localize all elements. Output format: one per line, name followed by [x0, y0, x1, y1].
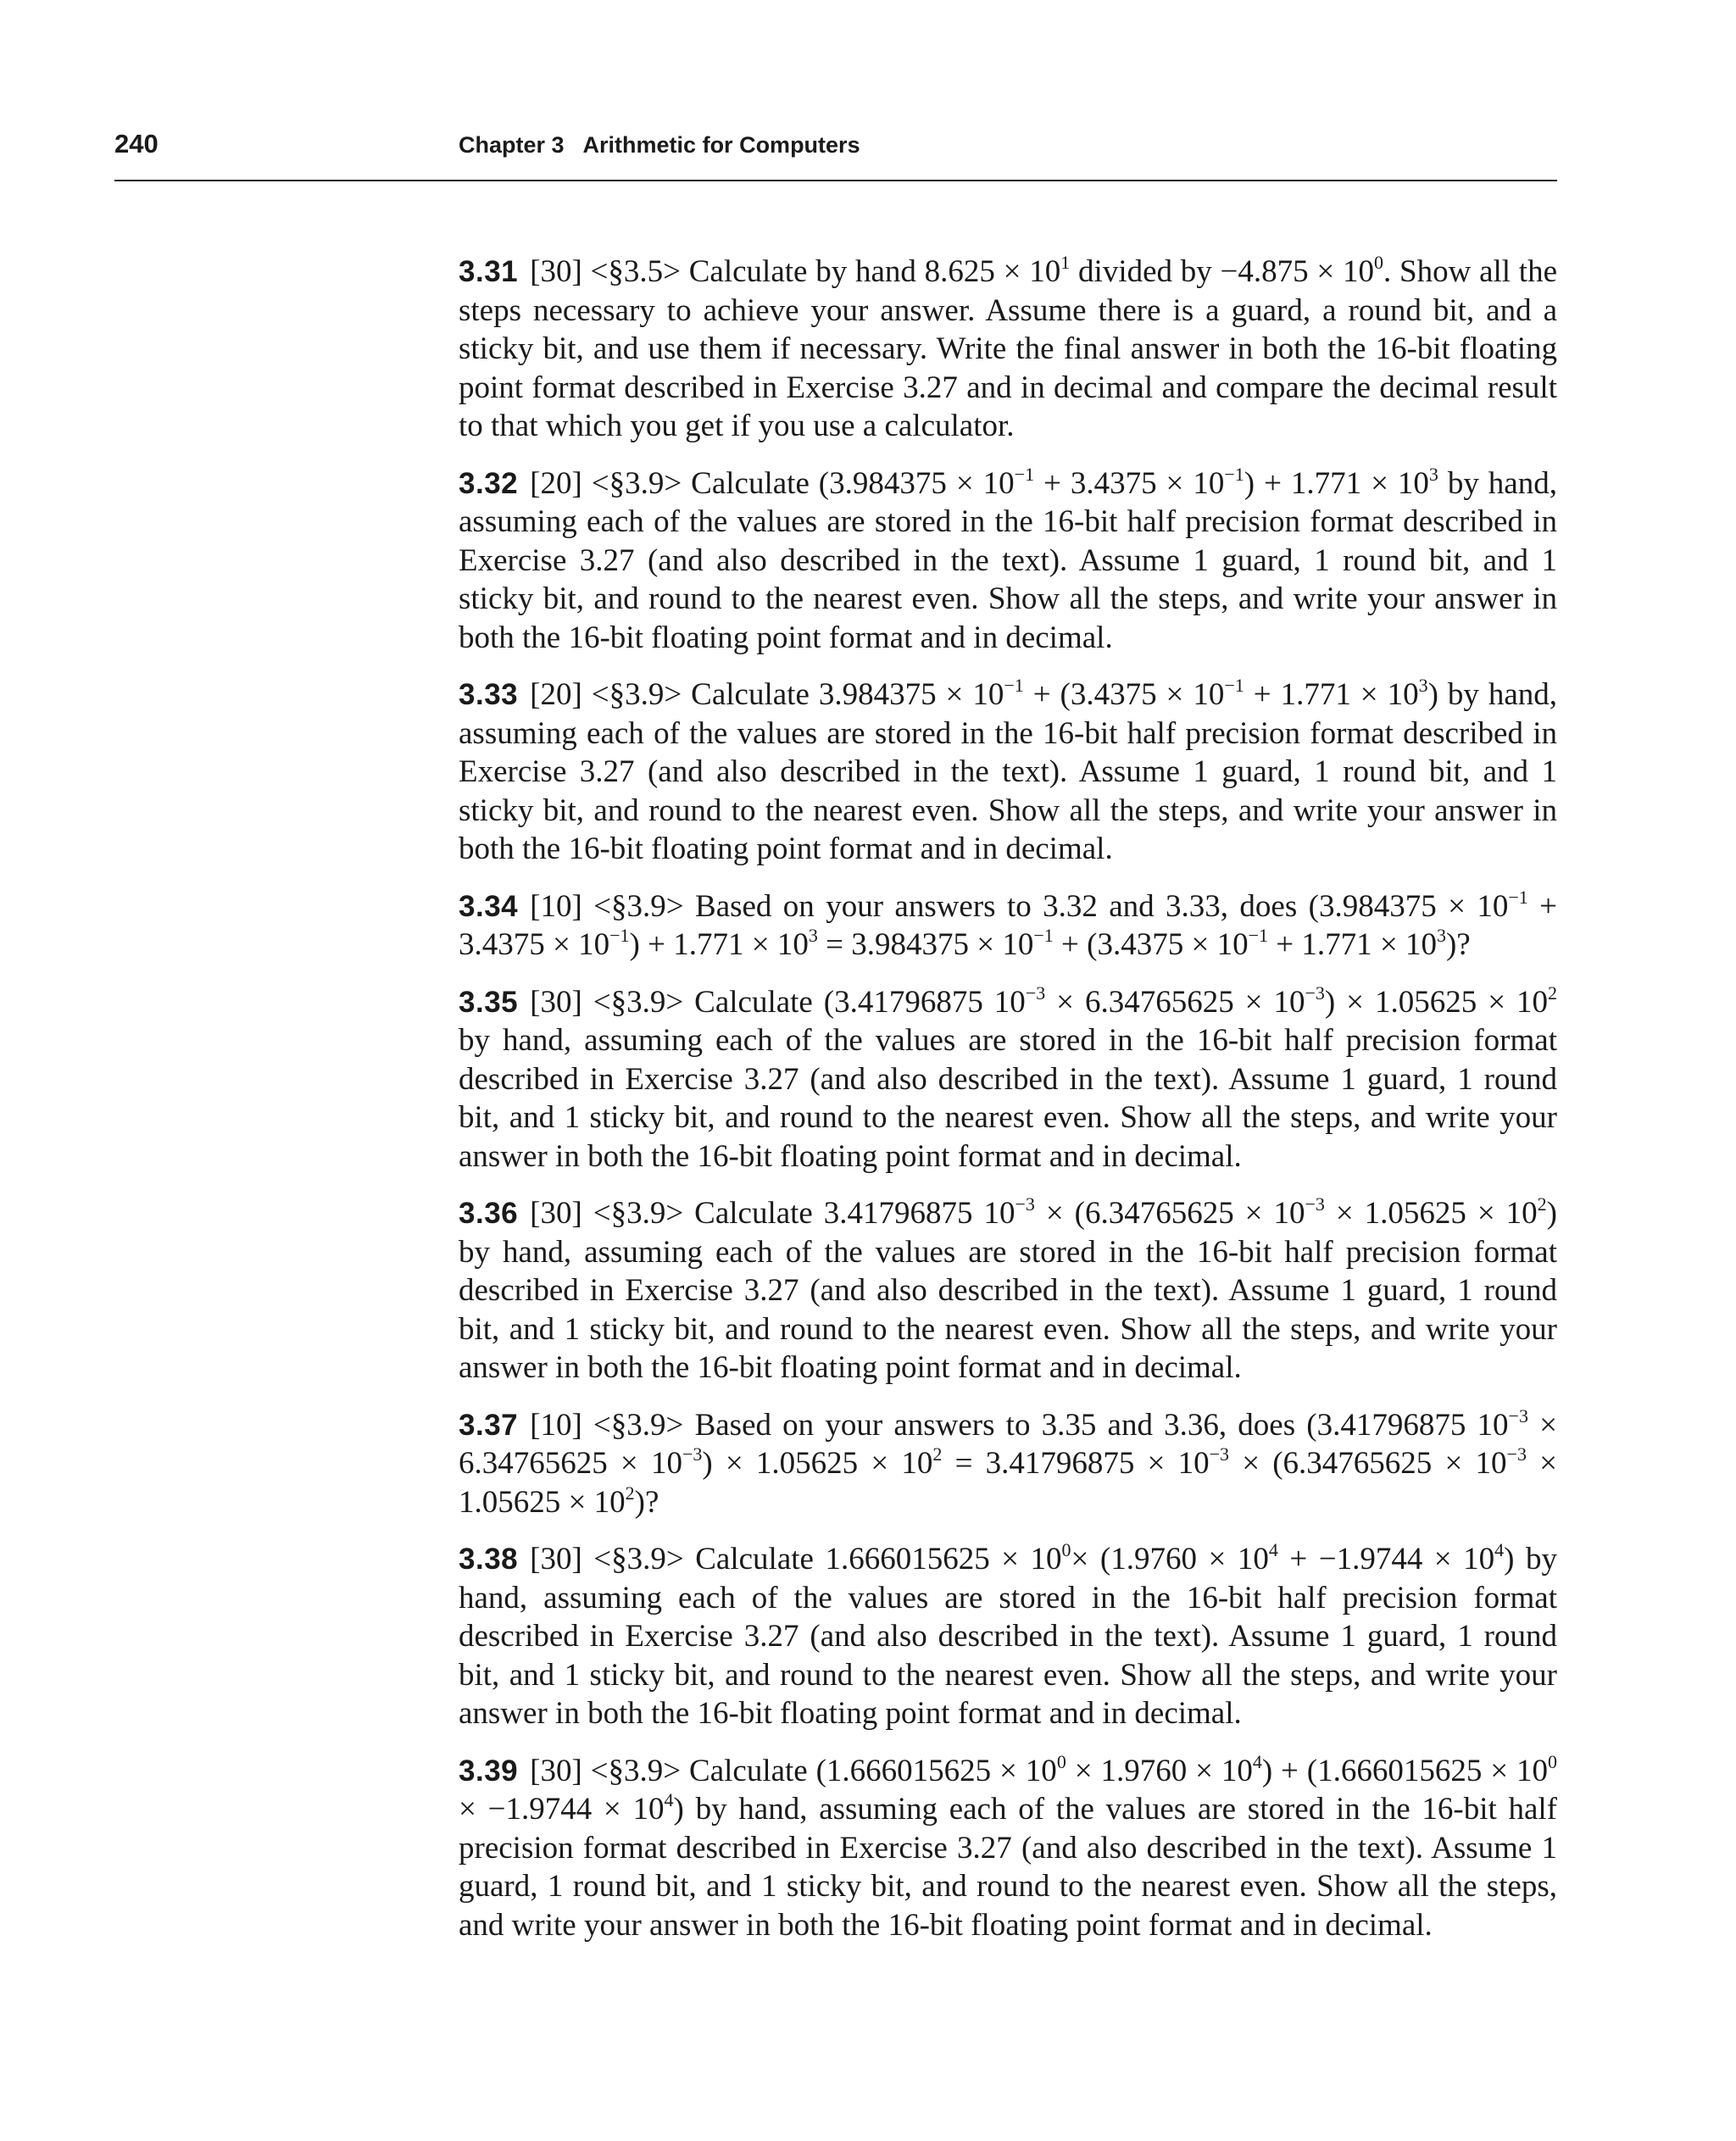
exercise-text: by hand, assuming each of the values are stored in the 16-bit half precision format described in Exercise 3.27 (and also described in the text). Assume 1 guard, 1 round bit, and 1 sticky bit, and round to the nearest even. Show all the steps, and write your answer in both the 16-bit floating point format and in decimal. — [459, 465, 1557, 655]
exercise-text: [30] <§3.5> Calculate by hand 8.625 × 10 — [530, 254, 1061, 289]
exponent: 0 — [1374, 252, 1384, 273]
exercise-text: ) + 1.771 × 10 — [1244, 465, 1429, 501]
exercise-text: [20] <§3.9> Calculate (3.984375 × 10 — [530, 465, 1015, 501]
exercise-3-32 — [459, 464, 1557, 658]
exponent: −3 — [1015, 1193, 1035, 1215]
exercise-text: ) × 1.05625 × 10 — [702, 1446, 933, 1481]
exercise-text: [20] <§3.9> Calculate 3.984375 × 10 — [530, 677, 1004, 712]
exponent: 4 — [1268, 1539, 1278, 1560]
exponent: 0 — [1056, 1750, 1066, 1772]
chapter-title: Arithmetic for Computers — [582, 132, 860, 158]
exercise-number: 3.31 — [459, 255, 519, 288]
exercise-text: + 1.771 × 10 — [1244, 677, 1419, 712]
exercise-text: [10] <§3.9> Based on your answers to 3.32 and 3.33, does (3.984375 × 10 — [530, 888, 1509, 924]
exercise-text: × 6.34765625 × 10 — [1045, 984, 1305, 1020]
exercise-text: + −1.9744 × 10 — [1277, 1542, 1495, 1577]
exercise-text: × 1.9760 × 10 — [1066, 1753, 1253, 1788]
exercise-text: [30] <§3.9> Calculate 3.41796875 10 — [530, 1196, 1015, 1231]
exercise-text: + (3.4375 × 10 — [1023, 677, 1225, 712]
exercise-text: + (3.4375 × 10 — [1053, 927, 1249, 962]
exercise-number: 3.38 — [459, 1543, 519, 1576]
exercise-text: + 3.4375 × 10 — [459, 888, 1557, 962]
exponent: 2 — [932, 1443, 943, 1465]
exercise-number: 3.39 — [459, 1754, 519, 1788]
exponent: −3 — [1025, 982, 1046, 1004]
exponent: −1 — [609, 925, 630, 946]
exponent: 4 — [664, 1789, 674, 1810]
exponent: 2 — [625, 1482, 635, 1504]
exercise-3-31 — [459, 253, 1557, 446]
exponent: −3 — [1305, 982, 1325, 1004]
exponent: 3 — [1428, 463, 1438, 485]
exercise-3-34 — [459, 887, 1557, 965]
page-number: 240 — [114, 129, 159, 158]
running-head — [459, 132, 860, 158]
exponent: −3 — [1209, 1443, 1230, 1465]
exponent: −1 — [1248, 925, 1268, 946]
exponent: 3 — [1436, 925, 1446, 946]
page-header — [114, 127, 1557, 181]
exponent: −3 — [682, 1443, 703, 1465]
exercise-3-37 — [459, 1406, 1557, 1522]
exercise-text: ) by hand, assuming each of the values are stored in the 16-bit half precision format described in Exercise 3.27 (and also described in the text). Assume 1 guard, 1 round bit, and 1 sticky bit, and round to the nearest even. Show all the steps, and write your answer in both the 16-bit floating point format and in decimal. — [459, 1196, 1557, 1385]
exponent: 2 — [1537, 1193, 1547, 1215]
exponent: 0 — [1061, 1539, 1071, 1560]
exercise-number: 3.32 — [459, 466, 519, 500]
exponent: −1 — [1004, 675, 1024, 696]
exponent: −1 — [1508, 886, 1528, 908]
exponent: −1 — [1014, 463, 1035, 485]
exercise-text: ) by hand, assuming each of the values are stored in the 16-bit half precision format described in Exercise 3.27 (and also described in the text). Assume 1 guard, 1 round bit, and 1 sticky bit, and round to the nearest even. Show all the steps, and write your answer in both the 16-bit floating point format and in decimal. — [459, 1542, 1557, 1731]
exercise-text: [10] <§3.9> Based on your answers to 3.35 and 3.36, does (3.41796875 10 — [530, 1407, 1509, 1443]
exercise-text: ) by hand, assuming each of the values are stored in the 16-bit half precision format described in Exercise 3.27 (and also described in the text). Assume 1 guard, 1 round bit, and 1 sticky bit, and round to the nearest even. Show all the steps, and write your answer in both the 16-bit floating point format and in decimal. — [459, 677, 1558, 866]
exercise-text: ) by hand, assuming each of the values are stored in the 16-bit half precision format described in Exercise 3.27 (and also described in the text). Assume 1 guard, 1 round bit, and 1 sticky bit, and round to the nearest even. Show all the steps, and write your answer in both the 16-bit floating point format and in decimal. — [459, 1792, 1558, 1943]
exercise-text: × 1.05625 × 10 — [1324, 1196, 1538, 1231]
exercise-number: 3.36 — [459, 1197, 519, 1230]
exponent: −1 — [1033, 925, 1054, 946]
exercise-text: )? — [634, 1484, 659, 1520]
exponent: 3 — [1418, 675, 1428, 696]
exponent: 0 — [1547, 1750, 1557, 1772]
exercise-text: ) + (1.666015625 × 10 — [1261, 1753, 1548, 1788]
exponent: 2 — [1548, 982, 1558, 1004]
chapter-label: Chapter 3 — [459, 132, 565, 158]
exercise-text: × −1.9744 × 10 — [459, 1792, 665, 1827]
exercise-text: = 3.984375 × 10 — [817, 927, 1034, 962]
exercise-text: × (1.9760 × 10 — [1071, 1542, 1269, 1577]
exercise-text: [30] <§3.9> Calculate (1.666015625 × 10 — [530, 1753, 1057, 1788]
exponent: −3 — [1506, 1443, 1527, 1465]
exercise-text: = 3.41796875 × 10 — [942, 1446, 1210, 1481]
exercise-number: 3.35 — [459, 985, 519, 1019]
exercise-3-36 — [459, 1194, 1557, 1387]
exercise-3-39 — [459, 1752, 1557, 1945]
exercise-text: . Show all the steps necessary to achieve your answer. Assume there is a guard, a round bit, and a sticky bit, and use them if necessary. Write the final answer in both the 16-bit floating point format described in Exercise 3.27 and in decimal and compare the decimal result to that which you get if you use a calculator. — [459, 254, 1558, 443]
exercise-3-33 — [459, 676, 1557, 869]
exponent: 4 — [1494, 1539, 1505, 1560]
exponent: 4 — [1252, 1750, 1262, 1772]
exponent: −1 — [1224, 675, 1244, 696]
exercise-text: + 1.771 × 10 — [1268, 927, 1437, 962]
exercise-text: + 3.4375 × 10 — [1034, 465, 1225, 501]
exercise-text: ) + 1.771 × 10 — [629, 927, 809, 962]
exponent: −1 — [1224, 463, 1244, 485]
exercise-number: 3.34 — [459, 889, 519, 923]
exercise-text: [30] <§3.9> Calculate 1.666015625 × 10 — [530, 1542, 1062, 1577]
exercise-text: ) × 1.05625 × 10 — [1324, 984, 1549, 1020]
exponent: −3 — [1508, 1404, 1528, 1426]
exponent: −3 — [1305, 1193, 1325, 1215]
exercise-text: × (6.34765625 × 10 — [1034, 1196, 1305, 1231]
exercise-text: × (6.34765625 × 10 — [1229, 1446, 1507, 1481]
exercise-text: by hand, assuming each of the values are stored in the 16-bit half precision format described in Exercise 3.27 (and also described in the text). Assume 1 guard, 1 round bit, and 1 sticky bit, and round to the nearest even. Show all the steps, and write your answer in both the 16-bit floating point format and in decimal. — [459, 1023, 1557, 1174]
exponent: 1 — [1060, 252, 1071, 273]
exercise-text: × 6.34765625 × 10 — [459, 1407, 1557, 1481]
exercise-text: [30] <§3.9> Calculate (3.41796875 10 — [530, 984, 1026, 1020]
exercise-list — [459, 253, 1557, 1963]
exercise-text: divided by −4.875 × 10 — [1070, 254, 1375, 289]
exponent: 3 — [808, 925, 818, 946]
exercise-text: × 1.05625 × 10 — [459, 1446, 1557, 1520]
exercise-number: 3.37 — [459, 1408, 519, 1442]
exercise-text: )? — [1445, 927, 1471, 962]
exercise-3-38 — [459, 1540, 1557, 1733]
exercise-number: 3.33 — [459, 678, 519, 711]
exercise-3-35 — [459, 983, 1557, 1176]
